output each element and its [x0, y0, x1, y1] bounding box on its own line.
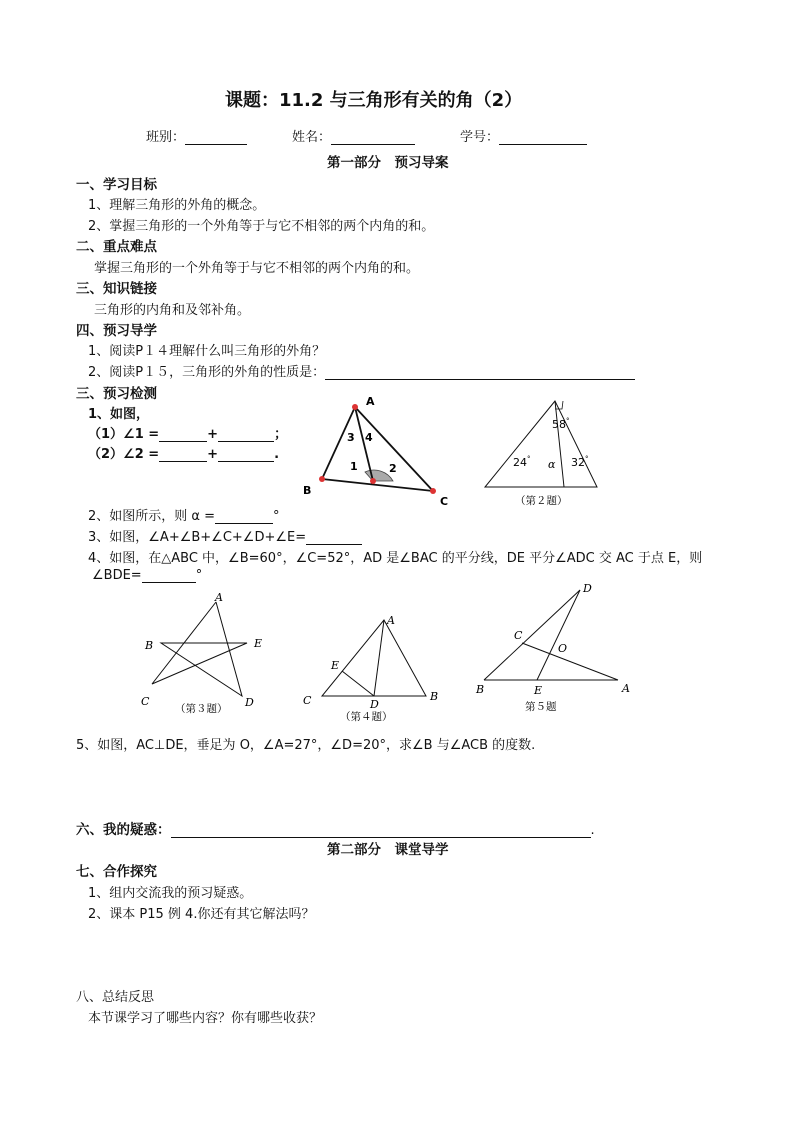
fig3-label-d: D: [245, 696, 254, 709]
class-label: 班别：: [146, 130, 186, 145]
id-field: [460, 126, 587, 145]
fig2-angle-32: 32°: [571, 455, 589, 469]
fig2-caption: （第２题）: [515, 495, 568, 507]
fig5-label-o: O: [558, 642, 568, 655]
q1a-blank1[interactable]: [159, 427, 207, 442]
fig1-angle-3: 3: [347, 431, 355, 444]
fig1-angle-4: 4: [365, 431, 373, 444]
class-blank[interactable]: [185, 130, 247, 145]
figure-4: [300, 610, 445, 725]
q1b: （2）∠2 = + .: [88, 447, 280, 462]
fig4-caption: （第４题）: [340, 711, 393, 723]
q2: 2、如图所示，则 α = °: [88, 509, 280, 524]
fig1-label-a: A: [366, 395, 375, 408]
fig3-label-a: A: [215, 591, 223, 604]
page-title: 课题：11.2 与三角形有关的角（2）: [225, 90, 523, 111]
q4-blank[interactable]: [142, 568, 196, 583]
fig4-label-c: C: [303, 694, 312, 707]
q1b-blank1[interactable]: [159, 447, 207, 462]
name-blank[interactable]: [331, 130, 415, 145]
fig3-label-c: C: [141, 695, 150, 708]
q3-blank[interactable]: [306, 530, 362, 545]
id-label: 学号：: [460, 130, 500, 145]
fig5-label-b: B: [476, 683, 485, 696]
fig4-label-a: A: [387, 614, 395, 627]
fig4-label-e: E: [331, 659, 340, 672]
fig1-angle-1: 1: [350, 460, 358, 473]
q1a: （1）∠1 = + ；: [88, 427, 288, 442]
q4b: ∠BDE= °: [92, 568, 203, 583]
s1-item: 1、理解三角形的外角的概念。: [88, 198, 266, 213]
s6: 六、我的疑惑： .: [76, 822, 595, 838]
s4-item: 1、阅读P１４理解什么叫三角形的外角？: [88, 344, 326, 359]
s7-item: 2、课本 P15 例 4.你还有其它解法吗？: [88, 907, 315, 922]
figure-5: [470, 580, 645, 720]
s7-item: 1、组内交流我的预习疑惑。: [88, 886, 253, 901]
fig3-caption: （第３题）: [175, 703, 228, 715]
fig2-angle-58: 58°: [552, 417, 570, 431]
fig5-label-e: E: [534, 684, 543, 697]
figure-1: [295, 395, 460, 510]
figure-3: [135, 588, 265, 718]
s2-heading: 二、重点难点: [76, 239, 157, 255]
part2-title: 第二部分 课堂导学: [327, 842, 449, 858]
s4-heading: 四、预习导学: [76, 323, 157, 339]
fig5-caption: 第５题: [525, 701, 557, 713]
id-blank[interactable]: [499, 130, 587, 145]
fig5-label-a: A: [622, 682, 630, 695]
q1a-blank2[interactable]: [218, 427, 274, 442]
property-blank[interactable]: [325, 365, 635, 380]
figure-2: [475, 395, 610, 515]
q1-label: 1、如图，: [88, 407, 150, 422]
fig1-label-b: B: [303, 484, 312, 497]
s2-text: 掌握三角形的一个外角等于与它不相邻的两个内角的和。: [94, 261, 420, 276]
name-label: 姓名：: [292, 130, 332, 145]
q3: 3、如图，∠A+∠B+∠C+∠D+∠E=: [88, 526, 362, 545]
name-field: [292, 126, 415, 145]
q5: 5、如图，AC⊥DE，垂足为 O，∠A=27°，∠D=20°，求∠B 与∠ACB 的度数.: [76, 738, 536, 753]
fig2-alpha: α: [548, 458, 556, 471]
fig5-label-d: D: [583, 582, 592, 595]
fig2-angle-24: 24°: [513, 455, 531, 469]
doubt-blank[interactable]: [171, 823, 591, 838]
q1b-blank2[interactable]: [218, 447, 274, 462]
q4: 4、如图，在△ABC 中，∠B=60°，∠C=52°，AD 是∠BAC 的平分线，DE 平分∠ADC 交 AC 于点 E，则: [88, 551, 703, 566]
s3-heading: 三、知识链接: [76, 281, 157, 297]
fig4-label-b: B: [430, 690, 439, 703]
s8-text: 本节课学习了哪些内容？你有哪些收获？: [88, 1011, 323, 1026]
s4-item: 2、阅读P１５，三角形的外角的性质是：: [88, 361, 635, 380]
fig5-label-c: C: [514, 629, 523, 642]
class-field: [146, 126, 247, 145]
fig4-label-d: D: [370, 698, 379, 711]
fig1-label-c: C: [440, 495, 449, 508]
s7-heading: 七、合作探究: [76, 864, 157, 880]
fig1-angle-2: 2: [389, 462, 397, 475]
s1-item: 2、掌握三角形的一个外角等于与它不相邻的两个内角的和。: [88, 219, 435, 234]
fig3-label-b: B: [145, 639, 154, 652]
s3-text: 三角形的内角和及邻补角。: [94, 303, 251, 318]
fig3-label-e: E: [254, 637, 263, 650]
s8-heading: 八、总结反思: [76, 990, 155, 1005]
s1-heading: 一、学习目标: [76, 177, 157, 193]
q2-blank[interactable]: [215, 509, 273, 524]
part1-title: 第一部分 预习导案: [327, 155, 449, 171]
s5-heading: 三、预习检测: [76, 386, 157, 402]
